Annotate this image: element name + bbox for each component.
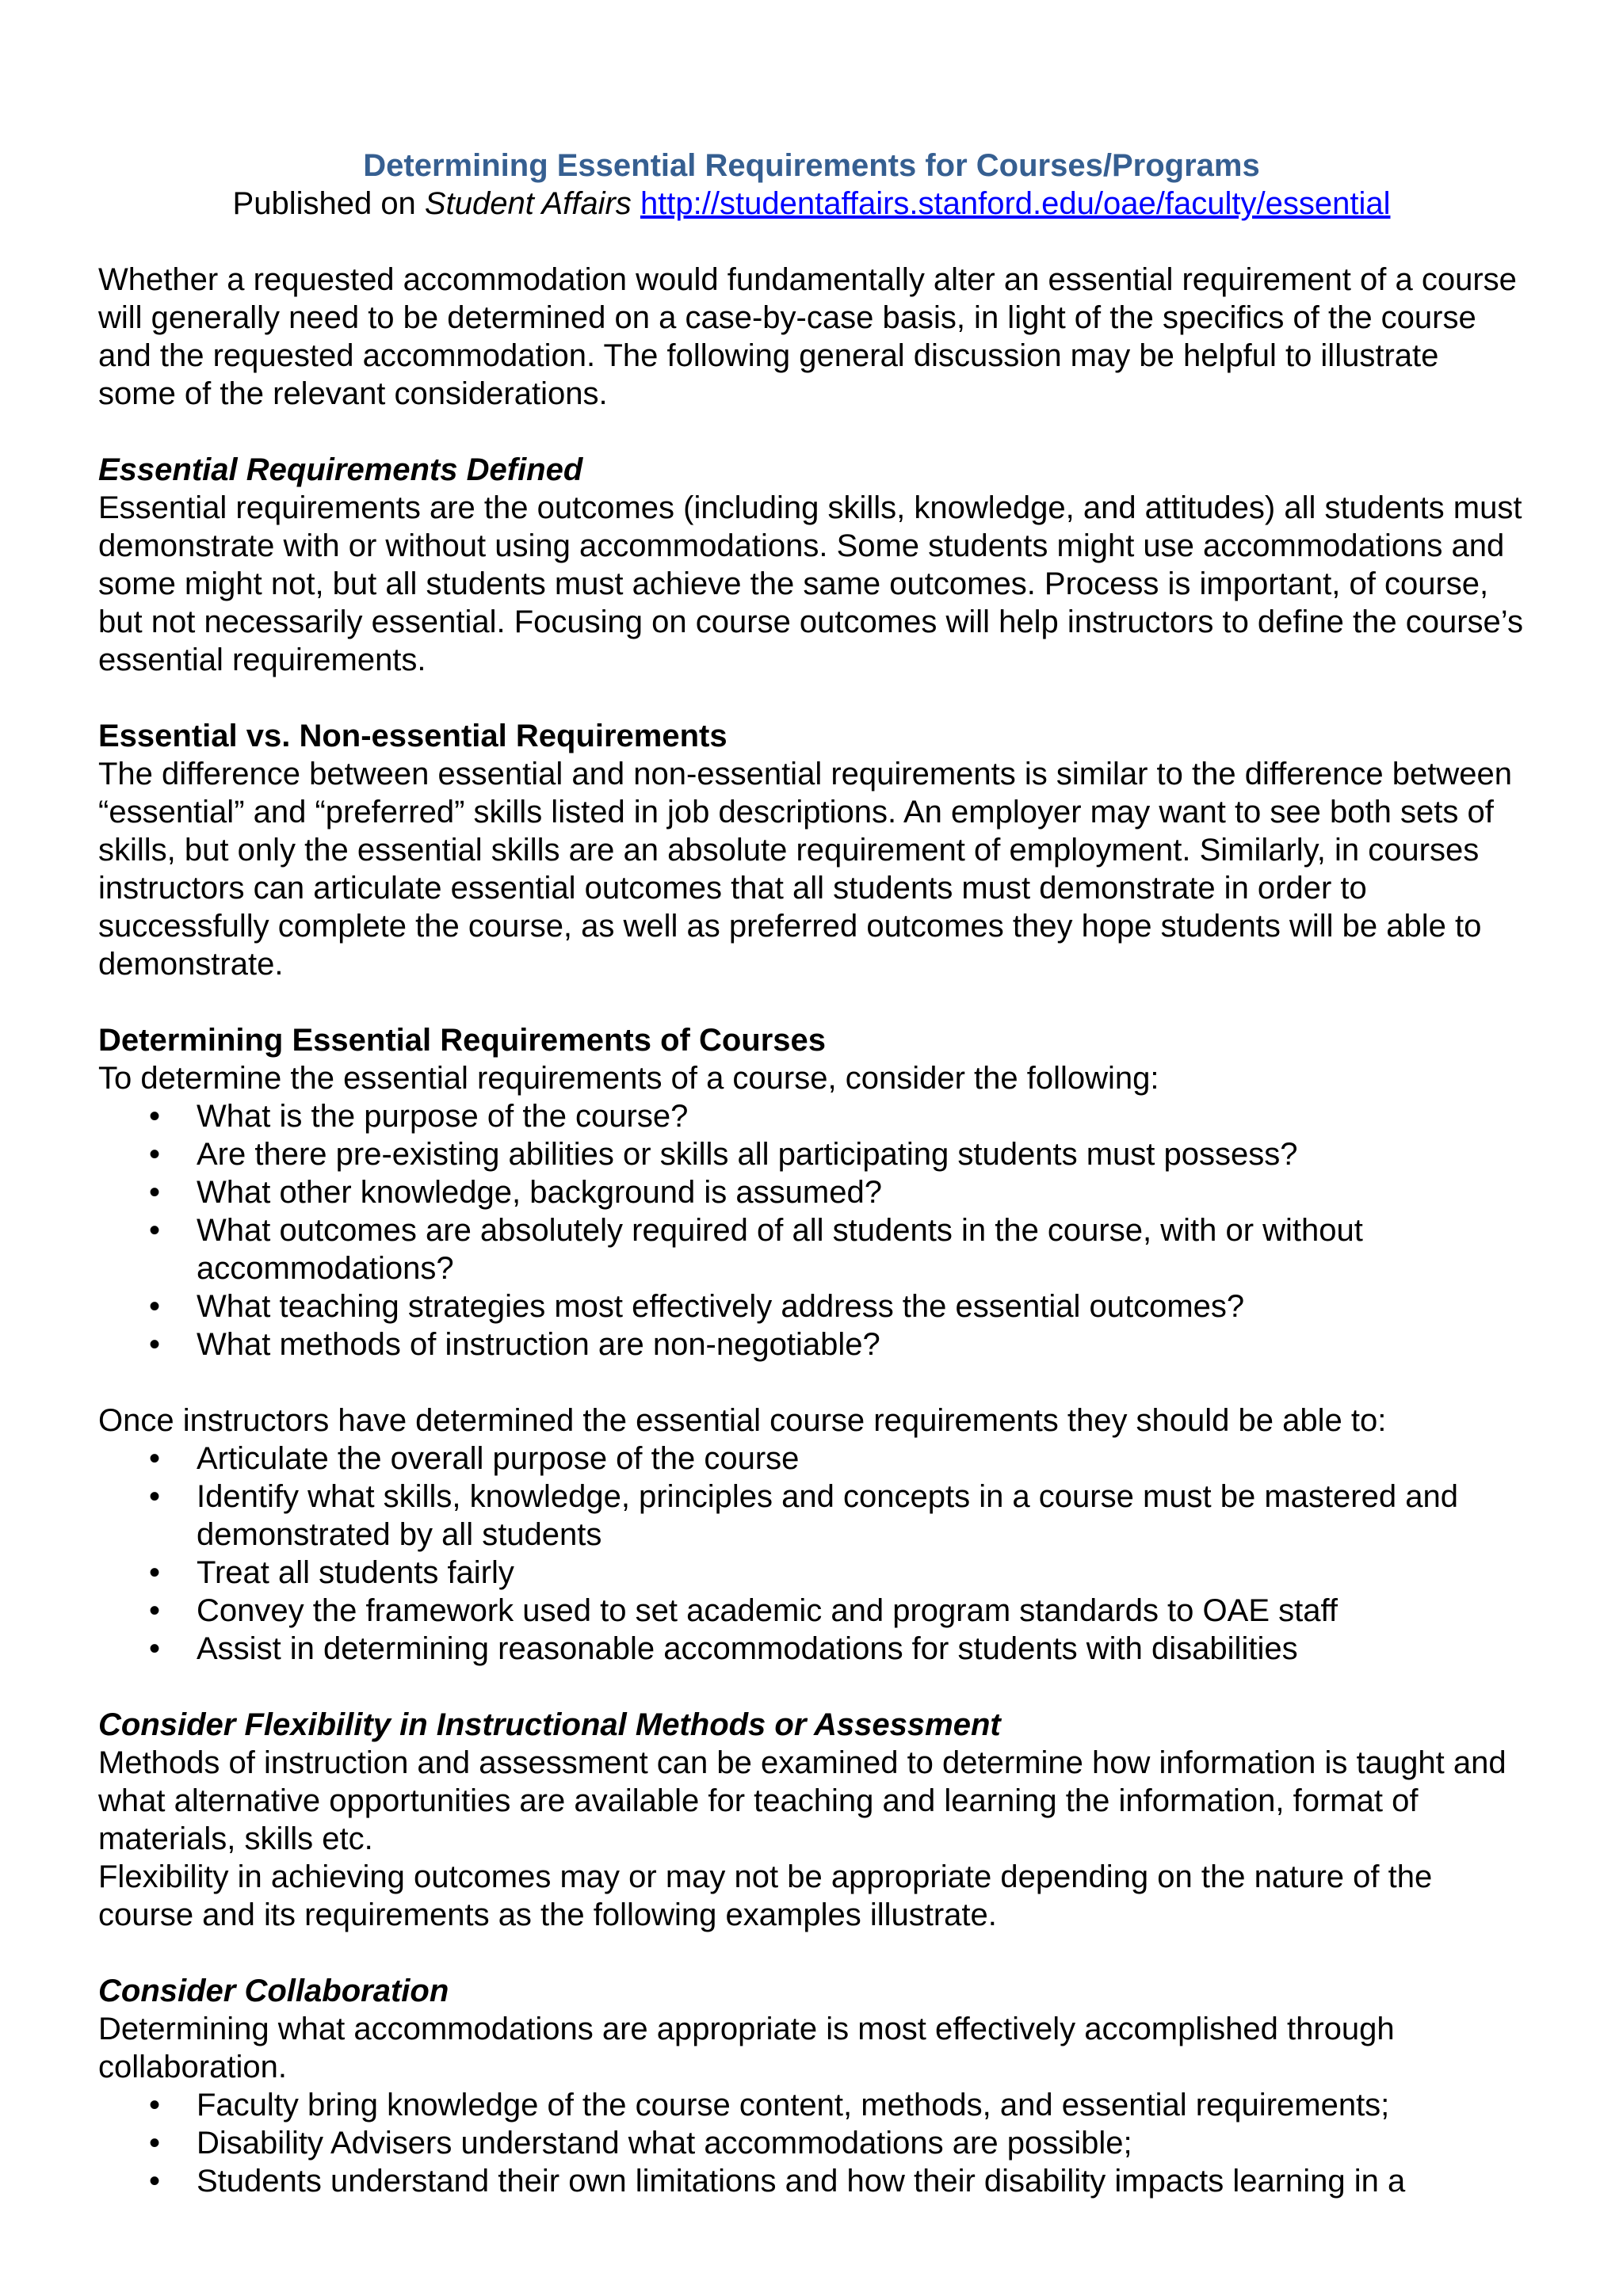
bullet-icon: • (149, 2088, 161, 2122)
list-item: • Students understand their own limitations and how their disability impacts learning in a (149, 2164, 1406, 2199)
title-block (0, 147, 1623, 223)
list-item: • Disability Advisers understand what accommodations are possible; (149, 2126, 1132, 2161)
section-body-flexibility-1: Methods of instruction and assessment can be examined to determine how information is taught and what alternative opportunities are available for teaching and learning the information, format of materials, skills etc. (98, 1745, 1507, 1856)
section-heading-defined: Essential Requirements Defined (98, 452, 583, 487)
determining-list (98, 1097, 1525, 1363)
bullet-icon: • (149, 1137, 161, 1172)
document-content (98, 147, 1525, 2200)
bullet-icon: • (149, 2126, 161, 2161)
section-lead-determining: To determine the essential requirements of a course, consider the following: (98, 1061, 1159, 1096)
list-item: • What methods of instruction are non-negotiable? (149, 1327, 880, 1362)
section-body-vs: The difference between essential and non-essential requirements is similar to the difference between “essential” and “preferred” skills listed in job descriptions. An employer may want to see both sets of skills, but only the essential skills are an absolute requirement of employment. Similarly, in courses instructors can articulate essential outcomes that all students must demonstrate in order to successfully complete the course, as well as preferred outcomes they hope students will be able to demonstrate. (98, 757, 1513, 982)
collaboration-list (98, 2086, 1525, 2200)
list-item: • What outcomes are absolutely required of all students in the course, with or without accommodations? (149, 1213, 1363, 1286)
section-lead-once: Once instructors have determined the essential course requirements they should be able to: (98, 1403, 1387, 1438)
section-lead-collaboration: Determining what accommodations are appropriate is most effectively accomplished through collaboration. (98, 2012, 1395, 2084)
list-item: • Articulate the overall purpose of the course (149, 1441, 800, 1476)
bullet-icon: • (149, 1327, 161, 1362)
list-item: • Treat all students fairly (149, 1555, 514, 1590)
section-heading-vs: Essential vs. Non-essential Requirements (98, 719, 727, 753)
bullet-icon: • (149, 1289, 161, 1324)
list-item: • What other knowledge, background is assumed? (149, 1175, 882, 1210)
bullet-icon: • (149, 2164, 161, 2199)
intro-paragraph: Whether a requested accommodation would fundamentally alter an essential requirement of a course will generally need to be determined on a case-by-case basis, in light of the specifics of the course and the requested accommodation. The following general discussion may be helpful to illustrate some of the relevant considerations. (98, 262, 1517, 411)
bullet-icon: • (149, 1213, 161, 1248)
published-prefix: Published on (232, 186, 425, 221)
published-line (0, 185, 1623, 223)
once-list (98, 1440, 1525, 1668)
list-item: • Are there pre-existing abilities or skills all participating students must possess? (149, 1137, 1298, 1172)
bullet-icon: • (149, 1479, 161, 1514)
list-item: • Identify what skills, knowledge, principles and concepts in a course must be mastered and demonstrated by all students (149, 1479, 1458, 1552)
list-item: • Assist in determining reasonable accommodations for students with disabilities (149, 1631, 1298, 1666)
published-site: Student Affairs (424, 186, 632, 221)
bullet-icon: • (149, 1631, 161, 1666)
list-item: • What teaching strategies most effectively address the essential outcomes? (149, 1289, 1245, 1324)
section-heading-collaboration: Consider Collaboration (98, 1974, 449, 2008)
published-url-link[interactable]: http://studentaffairs.stanford.edu/oae/faculty/essential (640, 186, 1391, 221)
list-item: • What is the purpose of the course? (149, 1099, 689, 1134)
list-item: • Convey the framework used to set academic and program standards to OAE staff (149, 1593, 1338, 1628)
bullet-icon: • (149, 1441, 161, 1476)
bullet-icon: • (149, 1593, 161, 1628)
section-heading-determining: Determining Essential Requirements of Courses (98, 1023, 827, 1058)
section-body-defined: Essential requirements are the outcomes (including skills, knowledge, and attitudes) all students must demonstrate with or without using accommodations. Some students might use accommodations and some might not, but all students must achieve the same outcomes. Process is important, of course, but not necessarily essential. Focusing on course outcomes will help instructors to define the course’s essential requirements. (98, 490, 1523, 677)
section-body-flexibility-2: Flexibility in achieving outcomes may or may not be appropriate depending on the nature of the course and its requirements as the following examples illustrate. (98, 1859, 1433, 1932)
bullet-icon: • (149, 1555, 161, 1590)
bullet-icon: • (149, 1099, 161, 1134)
document-title: Determining Essential Requirements for Courses/Programs (363, 148, 1260, 183)
list-item: • Faculty bring knowledge of the course content, methods, and essential requirements; (149, 2088, 1390, 2122)
bullet-icon: • (149, 1175, 161, 1210)
section-heading-flexibility: Consider Flexibility in Instructional Methods or Assessment (98, 1707, 1001, 1742)
